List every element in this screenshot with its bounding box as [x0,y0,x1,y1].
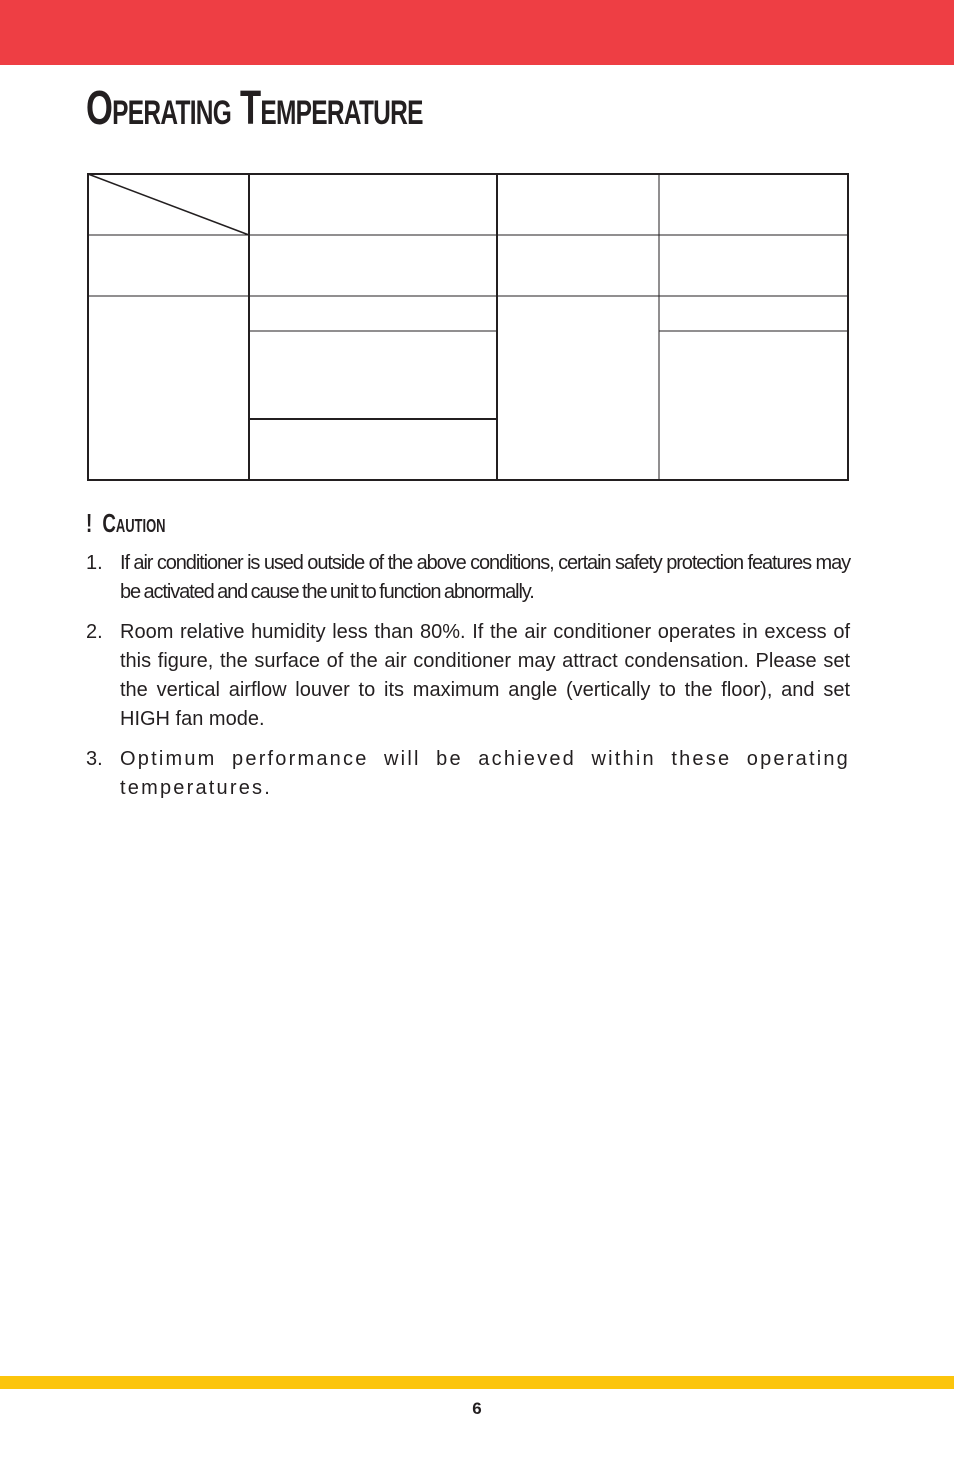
caution-item-number: 3. [86,748,103,770]
header-bar [0,0,954,65]
table-border [88,174,848,480]
caution-list [86,549,850,814]
caution-heading [86,506,166,540]
header-diagonal [88,174,249,235]
caution-item-text: If air conditioner is used outside of the above conditions, certain safety protection features may be activated and cause the unit to function abnormally. [120,552,850,603]
caution-item [86,618,850,734]
caution-item-number: 2. [86,621,103,643]
caution-item-number: 1. [86,552,103,574]
caution-icon: ! [86,508,93,538]
caution-item-text: Optimum performance will be achieved within these operating temperatures. [120,748,850,799]
caution-title: Caution [102,508,166,538]
footer-bar [0,1376,954,1389]
caution-item-text: Room relative humidity less than 80%. If the air conditioner operates in excess of this figure, the surface of the air conditioner may attract condensation. Please set the vertical airflow louver to its maximum angle (vertically to the floor), and set HIGH fan mode. [120,621,850,730]
table-grid [87,173,849,481]
caution-item [86,745,850,803]
operating-temperature-table [87,173,849,481]
page-title: Operating Temperature [86,82,423,135]
page-number: 6 [472,1399,482,1418]
caution-item [86,549,850,607]
